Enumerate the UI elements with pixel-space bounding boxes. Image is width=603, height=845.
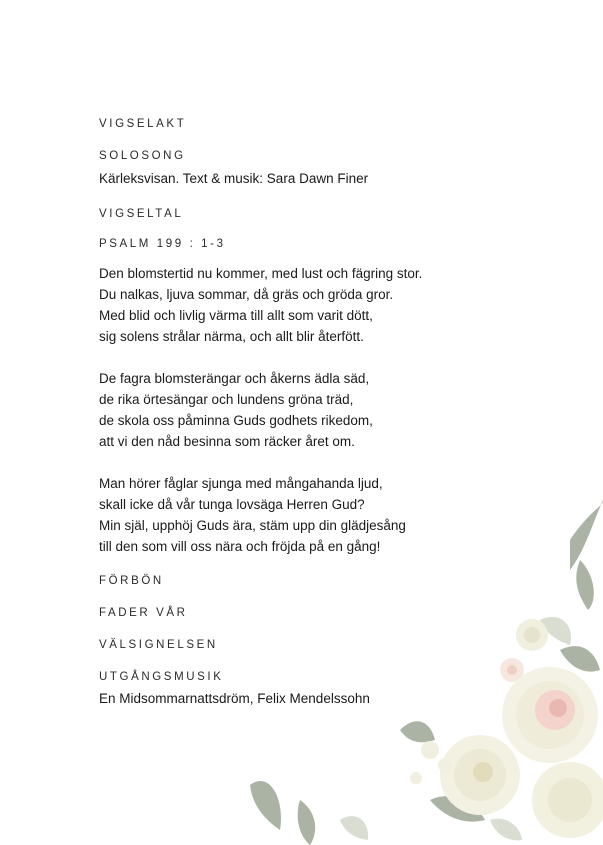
floral-decoration-icon [240,500,603,845]
heading-fader-var: FADER VÅR [99,607,188,619]
heading-vigseltal: VIGSELTAL [99,208,184,220]
psalm-verse-1 [99,263,519,347]
verse-line: Den blomstertid nu kommer, med lust och fägring stor. [99,266,423,281]
heading-forbon: FÖRBÖN [99,575,164,587]
heading-psalm: PSALM 199 : 1-3 [99,238,226,250]
utgangsmusik-text: En Midsommarnattsdröm, Felix Mendelssohn [99,691,370,706]
heading-vigselakt: VIGSELAKT [99,118,187,130]
verse-line: sig solens strålar närma, och allt blir återfött. [99,329,364,344]
verse-line: Min själ, upphöj Guds ära, stäm upp din glädjesång [99,518,406,533]
verse-line: de skola oss påminna Guds godhets rikedom, [99,413,373,428]
verse-line: de rika örtesängar och lundens gröna träd, [99,392,354,407]
verse-line: till den som vill oss nära och fröjda på en gång! [99,539,381,554]
verse-line: att vi den nåd besinna som räcker året om. [99,434,355,449]
heading-valsignelsen: VÄLSIGNELSEN [99,639,218,651]
heading-utgangsmusik: UTGÅNGSMUSIK [99,671,224,683]
psalm-verse-2 [99,368,519,452]
solosong-text: Kärleksvisan. Text & musik: Sara Dawn Finer [99,171,369,186]
verse-line: Du nalkas, ljuva sommar, då gräs och gröda gror. [99,287,394,302]
heading-solosong: SOLOSONG [99,150,186,162]
verse-line: De fagra blomsterängar och åkerns ädla säd, [99,371,370,386]
verse-line: Man hörer fåglar sjunga med mångahanda ljud, [99,476,383,491]
verse-line: Med blid och livlig värma till allt som varit dött, [99,308,373,323]
verse-line: skall icke då vår tunga lovsäga Herren Gud? [99,497,365,512]
